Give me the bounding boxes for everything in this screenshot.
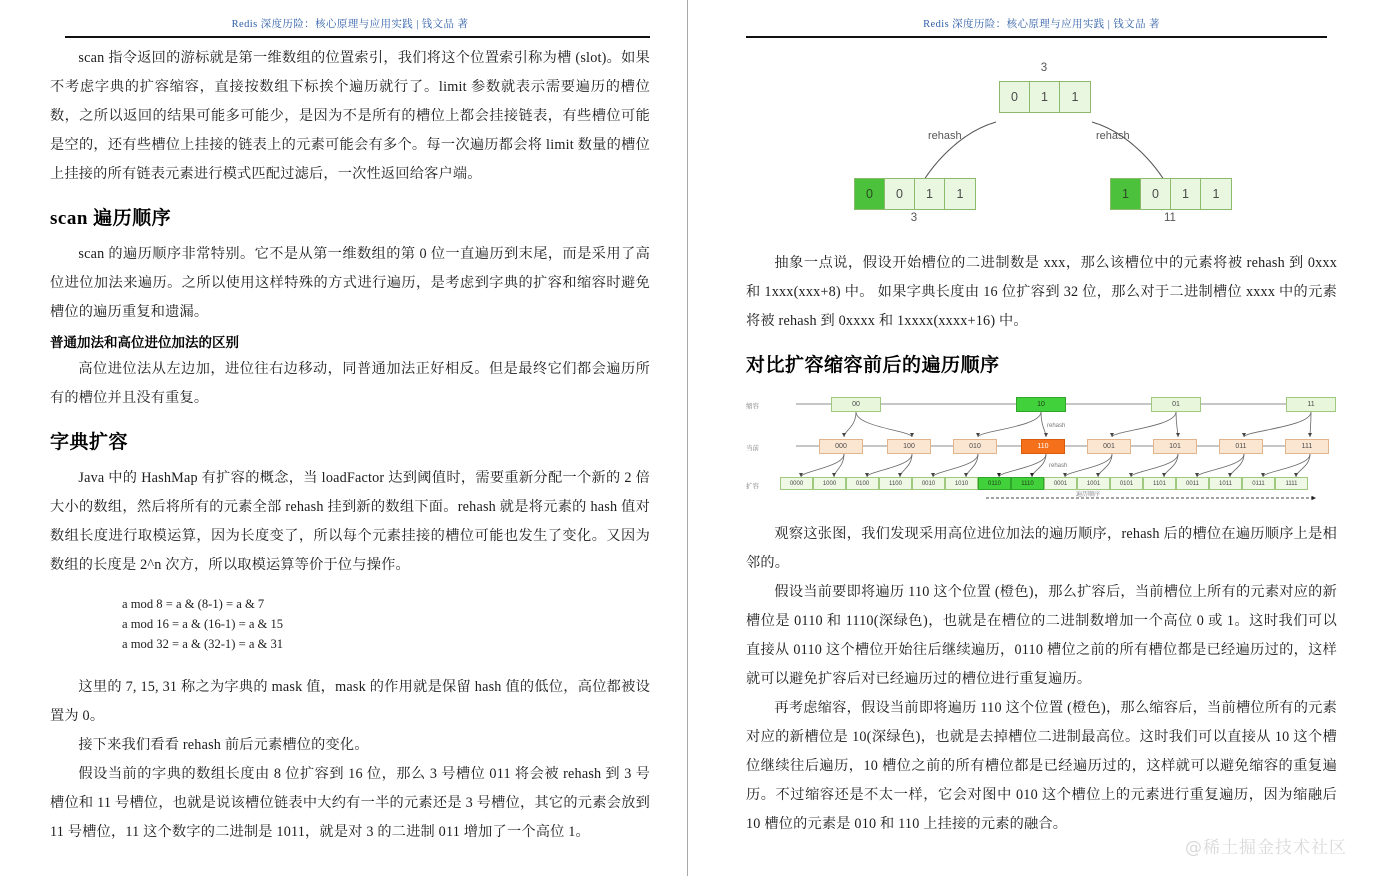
tree-node-level3-highlighted: 1110 <box>1011 477 1044 490</box>
heading-dict-expand: 字典扩容 <box>50 432 129 453</box>
tree-node-level3: 0000 <box>780 477 813 490</box>
tree-node-level3: 1101 <box>1143 477 1176 490</box>
code-block-mod-equivalence <box>50 594 650 654</box>
tree-node-level3: 0011 <box>1176 477 1209 490</box>
tree-node-level2: 001 <box>1087 439 1131 454</box>
left-running-header <box>50 0 650 38</box>
tree-node-level3: 1000 <box>813 477 846 490</box>
tree-node-level3: 1111 <box>1275 477 1308 490</box>
array-cell: 1 <box>1030 82 1060 112</box>
tree-node-level2: 010 <box>953 439 997 454</box>
tree-node-level2: 111 <box>1285 439 1329 454</box>
paragraph-rehash-intro: 接下来我们看看 rehash 前后元素槽位的变化。 <box>78 737 369 753</box>
array-cell: 1 <box>915 179 945 209</box>
figure-traversal-tree <box>746 389 1342 501</box>
left-result-array <box>854 178 976 210</box>
tree-node-level1: 00 <box>831 397 881 412</box>
paragraph-observation: 观察这张图，我们发现采用高位进位加法的遍历顺序，rehash 后的槽位在遍历顺序上是相邻的。 <box>746 526 1337 571</box>
paragraph-expand-case: 假设当前要即将遍历 110 这个位置 (橙色)，那么扩容后，当前槽位上所有的元素对应的新槽位是 0110 和 1110(深绿色)，也就是在槽位的二进制数增加一个高位 0 或 1。这时我们可以直接从 0110 这个槽位开始往后继续遍历，0110 槽位之前的所有槽位都是已经遍历过的，这样就可以避免扩容后对已经遍历过的槽位进行重复遍历。 <box>746 584 1337 687</box>
tree-node-level2-highlighted: 110 <box>1021 439 1065 454</box>
code-line: a mod 8 = a & (8-1) = a & 7 <box>122 597 265 611</box>
spacer <box>746 507 1337 520</box>
paragraph-scan-order-detail: scan 的遍历顺序非常特别。它不是从第一维数组的第 0 位一直遍历到末尾，而是采用了高位进位加法来遍历。之所以使用这样特殊的方式进行遍历，是考虑到字典的扩容和缩容时避免槽位的遍历重复和遗漏。 <box>50 246 650 320</box>
right-result-array <box>1110 178 1232 210</box>
paragraph-high-bit-addition: 高位进位法从左边加，进位往右边移动，同普通加法正好相反。但是最终它们都会遍历所有的槽位并且没有重复。 <box>50 361 650 406</box>
paragraph-hashmap-expand: Java 中的 HashMap 有扩容的概念，当 loadFactor 达到阈值时，需要重新分配一个新的 2 倍大小的数组，然后将所有的元素全部 rehash 挂到新的数组下面。rehash 就是将元素的 hash 值对数组长度进行取模运算，因为长度变了，所以每个元素挂接的槽位可能也发生了变化。又因为数组的长度是 2^n 次方，所以取模运算等价于位与操作。 <box>50 470 650 573</box>
running-head-text: Redis 深度历险：核心原理与应用实践 | 钱文品 著 <box>231 19 469 30</box>
tree-node-level3: 1010 <box>945 477 978 490</box>
paragraph-rehash-example: 假设当前的字典的数组长度由 8 位扩容到 16 位，那么 3 号槽位 011 将会被 rehash 到 3 号槽位和 11 号槽位，也就是说该槽位链表中大约有一半的元素还是 3 号槽位，其它的元素会放到 11 号槽位，11 这个数字的二进制是 1011，就是对 3 的二进制 011 增加了一个高位 1。 <box>50 766 650 840</box>
tree-row-label-shrink: 缩容 <box>746 403 759 410</box>
array-cell-highlighted: 1 <box>1111 179 1141 209</box>
array-cell: 0 <box>1000 82 1030 112</box>
tree-rehash-note-lower: rehash <box>1049 463 1068 469</box>
tree-rehash-note-upper: rehash <box>1047 423 1066 429</box>
tree-node-level3: 0101 <box>1110 477 1143 490</box>
tree-row-label-expand: 扩容 <box>746 483 759 490</box>
right-page <box>688 0 1377 876</box>
tree-node-level1-highlighted: 10 <box>1016 397 1066 412</box>
array-cell: 1 <box>1060 82 1090 112</box>
running-head-text: Redis 深度历险：核心原理与应用实践 | 钱文品 著 <box>923 19 1160 30</box>
array-cell: 1 <box>1171 179 1201 209</box>
spacer <box>50 660 650 673</box>
tree-node-level3: 0111 <box>1242 477 1275 490</box>
code-line: a mod 16 = a & (16-1) = a & 15 <box>122 617 284 631</box>
tree-node-level3: 0001 <box>1044 477 1077 490</box>
heading-addition-difference: 普通加法和高位进位加法的区别 <box>50 335 239 350</box>
array-cell-highlighted: 0 <box>855 179 885 209</box>
tree-node-level3: 0100 <box>846 477 879 490</box>
tree-node-level3-highlighted: 0110 <box>978 477 1011 490</box>
left-result-index-label: 3 <box>910 212 918 224</box>
array-cell: 1 <box>945 179 975 209</box>
tree-node-level3: 1100 <box>879 477 912 490</box>
right-result-index-label: 11 <box>1164 212 1176 224</box>
paragraph-scan-cursor: scan 指令返回的游标就是第一维数组的位置索引，我们将这个位置索引称为槽 (slot)。如果不考虑字典的扩容缩容，直接按数组下标挨个遍历就行了。limit 参数就表示需要遍历的槽位数，之所以返回的结果可能多可能少，是因为不是所有的槽位上都会挂接链表，有些槽位可能是空的，还有些槽位上挂接的链表上的元素可能会有多个。每一次遍历都会将 limit 数量的槽位上挂接的所有链表元素进行模式匹配过滤后，一次性返回给客户端。 <box>50 50 650 182</box>
heading-scan-traversal-order: scan 遍历顺序 <box>50 208 172 229</box>
top-array-index-label: 3 <box>1040 62 1048 74</box>
array-cell: 0 <box>1141 179 1171 209</box>
tree-node-level2: 011 <box>1219 439 1263 454</box>
tree-node-level2: 000 <box>819 439 863 454</box>
tree-node-level2: 101 <box>1153 439 1197 454</box>
paragraph-shrink-case: 再考虑缩容，假设当前即将遍历 110 这个位置 (橙色)，那么缩容后，当前槽位所有的元素对应的新槽位是 10(深绿色)，也就是去掉槽位二进制最高位。这时我们可以直接从 10 这个槽位继续往后遍历，10 槽位之前的所有槽位都是已经遍历过的，这样就可以避免缩容的重复遍历。不过缩容还是不太一样，它会对图中 010 这个槽位上的元素进行重复遍历，因为缩融后 10 槽位的元素是 010 和 110 上挂接的元素的融合。 <box>746 700 1337 832</box>
figure-rehash-split <box>746 54 1337 249</box>
paragraph-abstract-rehash: 抽象一点说，假设开始槽位的二进制数是 xxx，那么该槽位中的元素将被 rehash 到 0xxx 和 1xxx(xxx+8) 中。 如果字典长度由 16 位扩容到 32 位，那么对于二进制槽位 xxxx 中的元素将被 rehash 到 0xxxx 和 1xxxx(xxxx+16) 中。 <box>746 255 1337 329</box>
left-page <box>0 0 688 876</box>
array-cell: 0 <box>885 179 915 209</box>
tree-node-level2: 100 <box>887 439 931 454</box>
watermark: @稀土掘金技术社区 <box>1185 838 1347 858</box>
tree-node-level1: 11 <box>1286 397 1336 412</box>
header-rule <box>746 36 1327 38</box>
tree-node-level1: 01 <box>1151 397 1201 412</box>
rehash-edge-label-left: rehash <box>928 130 962 142</box>
tree-traversal-order-label: 遍历顺序 <box>1076 492 1101 498</box>
tree-node-level3: 1001 <box>1077 477 1110 490</box>
tree-node-level3: 0010 <box>912 477 945 490</box>
rehash-edge-label-right: rehash <box>1096 130 1130 142</box>
right-running-header <box>746 0 1337 38</box>
tree-node-level3: 1011 <box>1209 477 1242 490</box>
tree-row-label-current: 当前 <box>746 445 759 452</box>
heading-compare-traversal: 对比扩容缩容前后的遍历顺序 <box>746 355 1000 376</box>
top-array <box>999 81 1091 113</box>
paragraph-mask-values: 这里的 7, 15, 31 称之为字典的 mask 值，mask 的作用就是保留 hash 值的低位，高位都被设置为 0。 <box>50 679 650 724</box>
header-rule <box>65 36 650 38</box>
code-line: a mod 32 = a & (32-1) = a & 31 <box>122 637 284 651</box>
array-cell: 1 <box>1201 179 1231 209</box>
